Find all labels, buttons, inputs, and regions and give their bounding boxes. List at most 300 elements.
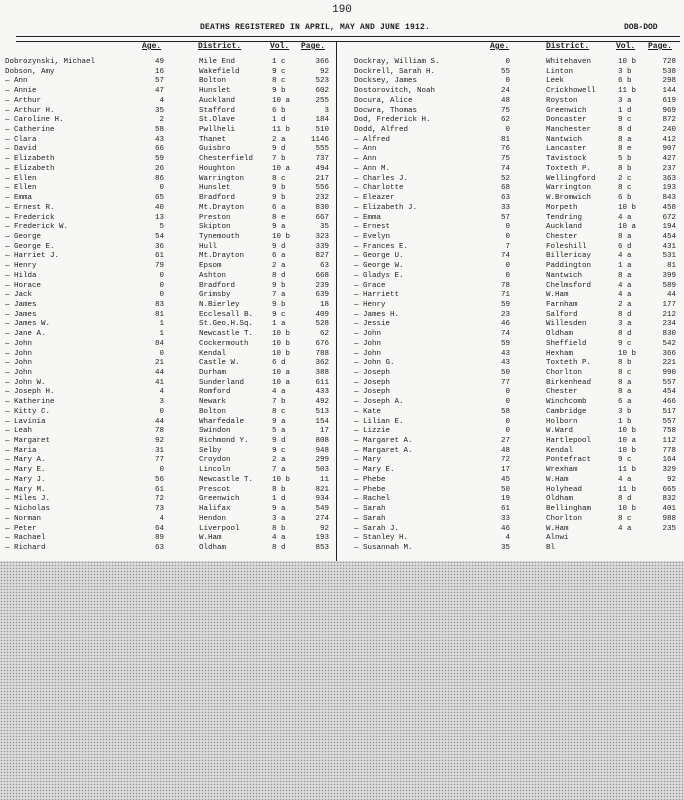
entry-district: Hexham [546,349,574,358]
table-row [0,87,336,97]
entry-age: 77 [500,378,510,387]
entry-page: 454 [662,232,676,241]
table-row [0,505,336,515]
surname-range: DOB-DOD [624,23,658,32]
entry-page: 611 [315,378,329,387]
entry-page: 154 [315,417,329,426]
entry-name: — Norman [5,514,42,523]
entry-page: 503 [315,466,329,475]
entry-volume: 10 b [618,427,637,436]
entry-volume: 10 a [272,164,291,173]
entry-name: — David [5,145,37,154]
entry-name: — Mary E. [5,466,46,475]
entry-district: Bradford [199,194,236,203]
table-row [342,515,678,525]
table-row [342,418,678,428]
entry-volume: 8 a [618,378,632,387]
table-row [342,252,678,262]
entry-age: 2 [159,116,164,125]
entry-name: — Horace [5,281,42,290]
entry-volume: 9 b [272,300,286,309]
entry-name: — George W. [354,262,404,271]
table-row [342,301,678,311]
entry-district: Newark [199,398,227,407]
table-row [342,282,678,292]
entry-page: 672 [662,213,676,222]
entry-page: 556 [315,184,329,193]
entry-district: Doncaster [546,116,587,125]
entry-volume: 4 a [618,524,632,533]
entry-age: 0 [159,466,164,475]
entry-age: 0 [159,407,164,416]
entry-name: — Sarah J. [354,524,400,533]
entry-page: 639 [315,291,329,300]
entry-page: 549 [315,505,329,514]
table-row [342,466,678,476]
entry-name: — Henry [354,300,386,309]
table-row [0,165,336,175]
entry-age: 0 [505,427,510,436]
vol-header: Vol. [616,42,636,51]
entry-page: 81 [666,262,676,271]
entry-volume: 1 d [272,495,286,504]
entry-district: Birkenhead [546,378,592,387]
entry-page: 513 [315,407,329,416]
table-row [0,476,336,486]
entry-page: 990 [662,369,676,377]
entry-volume: 9 a [272,505,286,514]
entry-volume: 2 a [272,262,286,271]
entry-volume: 9 a [272,223,286,232]
entry-name: — Alfred [354,135,391,144]
table-row [0,175,336,185]
table-row [0,311,336,321]
entry-district: Guisbro [199,145,231,154]
entry-name: — Caroline H. [5,116,64,125]
entry-page: 323 [315,232,329,241]
entry-page: 542 [662,339,676,348]
entry-volume: 1 d [618,106,632,115]
entry-age: 4 [505,534,510,543]
entry-age: 59 [154,155,164,164]
entry-name: — Susannah M. [354,543,413,552]
entry-name: — Grace [354,281,386,290]
entry-page: 988 [662,514,676,523]
entry-volume: 7 a [272,466,286,475]
table-row [342,525,678,535]
entry-age: 0 [505,417,510,426]
entry-district: Whitehaven [546,58,592,66]
entry-page: 510 [315,126,329,135]
entry-page: 363 [662,174,676,183]
entry-age: 1 [159,330,164,339]
entry-volume: 8 a [618,388,632,397]
table-row [0,330,336,340]
entry-page: 44 [666,291,676,300]
entry-name: — Joseph H. [5,388,55,397]
entry-page: 528 [315,320,329,329]
page-header: Page. [301,42,326,51]
entry-volume: 6 a [272,252,286,261]
entry-name: — Emma [354,213,382,222]
entry-page: 433 [315,388,329,397]
entry-age: 0 [505,223,510,232]
entry-page: 458 [662,203,676,212]
entry-name: — Evelyn [354,232,391,241]
entry-age: 0 [159,184,164,193]
entry-district: St.Geo.H.Sq. [199,320,254,329]
entry-age: 27 [500,437,510,446]
entry-district: Mile End [199,58,236,66]
entry-volume: 8 e [272,213,286,222]
entry-district: Sunderland [199,378,245,387]
entry-name: — Annie [5,87,37,96]
entry-volume: 11 b [618,87,637,96]
entry-volume: 8 c [272,174,286,183]
entry-district: Hull [199,242,218,251]
table-row [0,544,336,554]
entry-district: Kendal [546,446,574,455]
table-row [342,155,678,165]
entry-district: St.Olave [199,116,236,125]
entry-volume: 3 b [618,67,632,76]
entry-volume: 8 c [272,407,286,416]
entry-district: Tendring [546,213,583,222]
right-header [342,42,678,54]
entry-name: — Kate [354,407,382,416]
entry-volume: 4 a [272,534,286,543]
entry-name: — John [354,330,382,339]
entry-district: Auckland [199,96,236,105]
entry-page: 788 [315,349,329,358]
entry-volume: 8 d [618,495,632,504]
entry-name: — Arthur [5,96,42,105]
entry-age: 86 [154,174,164,183]
table-row [0,107,336,117]
entry-name: — Ann [354,145,377,154]
entry-volume: 10 a [272,378,291,387]
table-row [342,204,678,214]
entry-volume: 10 b [618,58,637,66]
entry-age: 0 [505,271,510,280]
entry-age: 43 [500,349,510,358]
entry-age: 61 [154,252,164,261]
entry-volume: 7 b [272,155,286,164]
entry-age: 74 [500,330,510,339]
entry-age: 35 [154,106,164,115]
age-header: Age. [142,42,162,51]
entry-district: Halifax [199,505,231,514]
entry-name: — Rachel [354,495,391,504]
entry-name: — Mary [354,456,382,465]
table-row [342,107,678,117]
entry-name: — Harriett [354,291,400,300]
entry-page: 665 [662,485,676,494]
entry-name: Dodd, Alfred [354,126,409,135]
entry-district: Royston [546,96,578,105]
table-row [0,340,336,350]
entry-page: 602 [315,87,329,96]
entry-volume: 6 b [618,77,632,86]
entry-district: Farnham [546,300,578,309]
entry-name: — George U. [354,252,404,261]
table-row [0,398,336,408]
entry-age: 47 [154,87,164,96]
entry-age: 71 [500,291,510,300]
entry-page: 619 [662,96,676,105]
entry-age: 33 [500,514,510,523]
entry-volume: 4 a [272,388,286,397]
entry-name: — John [5,369,33,377]
entry-district: Pontefract [546,456,592,465]
entry-name: — Emma [5,194,33,203]
entry-age: 66 [154,145,164,154]
entry-volume: 6 d [618,242,632,251]
entry-name: — Lizzie [354,427,391,436]
entry-name: — Joseph [354,388,391,397]
entry-volume: 6 b [618,194,632,203]
entry-page: 758 [662,427,676,436]
entry-volume: 10 b [272,339,291,348]
entry-page: 212 [662,310,676,319]
entry-district: N.Bierley [199,300,240,309]
entry-age: 68 [500,184,510,193]
entry-page: 538 [662,67,676,76]
entry-name: — Frederick W. [5,223,69,232]
entry-name: Docksey, James [354,77,418,86]
entry-name: — Henry [5,262,37,271]
entry-name: — Maria [5,446,37,455]
entry-district: Oldham [546,330,574,339]
entry-district: Selby [199,446,222,455]
page-header: Page. [648,42,673,51]
entry-age: 33 [500,203,510,212]
vol-header: Vol. [270,42,290,51]
entry-age: 78 [500,281,510,290]
table-row [342,233,678,243]
entry-volume: 9 c [618,456,632,465]
table-row [0,97,336,107]
entry-volume: 9 b [272,281,286,290]
entry-district: Tynemouth [199,232,240,241]
entry-age: 92 [154,437,164,446]
right-column [342,42,678,554]
entry-page: 366 [662,349,676,358]
entry-volume: 8 b [272,524,286,533]
table-row [0,320,336,330]
entry-age: 75 [500,106,510,115]
entry-page: 193 [315,534,329,543]
entry-age: 58 [154,126,164,135]
entry-district: Wellingford [546,174,596,183]
entry-page: 492 [315,398,329,407]
entry-page: 853 [315,543,329,552]
entry-age: 77 [154,456,164,465]
entry-page: 494 [315,164,329,173]
district-header: District. [546,42,590,51]
entry-volume: 10 b [618,203,637,212]
entry-district: Cockermouth [199,339,249,348]
entry-page: 62 [319,330,329,339]
entry-volume: 11 b [272,126,291,135]
entry-volume: 9 d [272,145,286,154]
entry-age: 83 [154,300,164,309]
entry-name: — John [354,349,382,358]
entry-volume: 1 a [272,320,286,329]
entry-district: Linton [546,67,574,76]
table-row [0,388,336,398]
entry-page: 555 [315,145,329,154]
entry-name: — Sarah [354,514,386,523]
entry-page: 668 [315,271,329,280]
entry-age: 46 [500,320,510,329]
entry-page: 144 [662,87,676,96]
entry-district: Bl [546,543,556,552]
entry-name: — Arthur H. [5,106,55,115]
entry-district: Hunslet [199,87,231,96]
district-header: District. [198,42,242,51]
top-rule [16,36,680,37]
entry-age: 46 [500,524,510,533]
entry-age: 79 [154,262,164,271]
table-row [0,184,336,194]
entry-volume: 4 a [618,281,632,290]
entry-page: 827 [315,252,329,261]
entry-volume: 8 c [618,514,632,523]
entry-page: 92 [319,524,329,533]
entry-age: 24 [500,87,510,96]
table-row [0,58,336,68]
age-header: Age. [490,42,510,51]
entry-volume: 9 b [272,184,286,193]
entry-volume: 10 b [272,475,291,484]
entry-name: Dobrozynski, Michael [5,58,96,66]
entry-district: Winchcomb [546,398,587,407]
entry-name: — Elizabeth [5,164,55,173]
entry-district: Newcastle T. [199,330,254,339]
entry-page: 466 [662,398,676,407]
entry-page: 1146 [310,135,329,144]
table-row [0,427,336,437]
entry-name: — Stanley H. [354,534,409,543]
entry-page: 676 [315,339,329,348]
table-row [0,369,336,379]
table-row [342,447,678,457]
table-row [0,116,336,126]
table-row [0,525,336,535]
entry-district: Stafford [199,106,236,115]
entry-name: — Lilian E. [354,417,404,426]
entry-page: 523 [315,77,329,86]
table-row [342,359,678,369]
entry-name: Dod, Frederick H. [354,116,431,125]
entry-page: 557 [662,417,676,426]
entry-page: 778 [662,446,676,455]
entry-district: Preston [199,213,231,222]
entry-district: Holyhead [546,485,583,494]
table-row [0,456,336,466]
entry-age: 75 [500,155,510,164]
entry-district: Salford [546,310,578,319]
entry-volume: 4 a [618,475,632,484]
entry-district: W.Ham [546,524,569,533]
entry-volume: 1 d [272,116,286,125]
entry-district: Thanet [199,135,227,144]
table-row [342,175,678,185]
entry-district: Warrington [546,184,592,193]
entry-volume: 8 b [618,359,632,368]
entry-age: 74 [500,164,510,173]
entry-name: — Elizabeth J. [354,203,418,212]
entry-district: Ecclesall B. [199,310,254,319]
table-row [342,427,678,437]
entry-page: 177 [662,300,676,309]
entry-name: — Charlotte [354,184,404,193]
entry-name: — James W. [5,320,51,329]
entry-name: — John G. [354,359,395,368]
entry-district: Oldham [546,495,574,504]
entry-age: 81 [154,310,164,319]
entry-page: 728 [662,58,676,66]
entry-district: Toxteth P. [546,164,592,173]
entry-district: Alnwi [546,534,569,543]
entry-name: — Lavinia [5,417,46,426]
entry-volume: 4 a [618,291,632,300]
entry-volume: 10 b [272,330,291,339]
entry-age: 26 [154,164,164,173]
entry-name: — Rachael [5,534,46,543]
entry-age: 58 [500,407,510,416]
entry-district: Pwllheli [199,126,236,135]
entry-page: 3 [324,106,329,115]
entry-age: 7 [505,242,510,251]
entry-age: 72 [500,456,510,465]
entry-page: 274 [315,514,329,523]
entry-page: 948 [315,446,329,455]
entry-volume: 10 b [272,232,291,241]
entry-volume: 8 a [618,232,632,241]
entry-district: Nantwich [546,271,583,280]
entry-age: 63 [154,543,164,552]
entry-district: Swindon [199,427,231,436]
entry-age: 81 [500,135,510,144]
table-row [342,505,678,515]
entry-volume: 7 a [272,291,286,300]
entry-name: — Frances E. [354,242,409,251]
entry-name: — Nicholas [5,505,51,514]
entry-name: — James [5,310,37,319]
entry-page: 112 [662,437,676,446]
entry-volume: 10 b [618,446,637,455]
entry-age: 52 [500,174,510,183]
entry-name: — Harriet J. [5,252,60,261]
entry-age: 76 [500,145,510,154]
entry-name: — Katherine [5,398,55,407]
table-row [0,252,336,262]
entry-name: — Phebe [354,485,386,494]
entry-age: 0 [159,281,164,290]
entry-age: 62 [500,116,510,125]
entry-page: 934 [315,495,329,504]
table-row [342,534,678,544]
entry-district: Bolton [199,77,227,86]
table-row [0,282,336,292]
entry-district: Epsom [199,262,222,271]
entry-age: 0 [505,388,510,397]
table-row [342,379,678,389]
entry-page: 217 [315,174,329,183]
entry-name: — Elizabeth [5,155,55,164]
